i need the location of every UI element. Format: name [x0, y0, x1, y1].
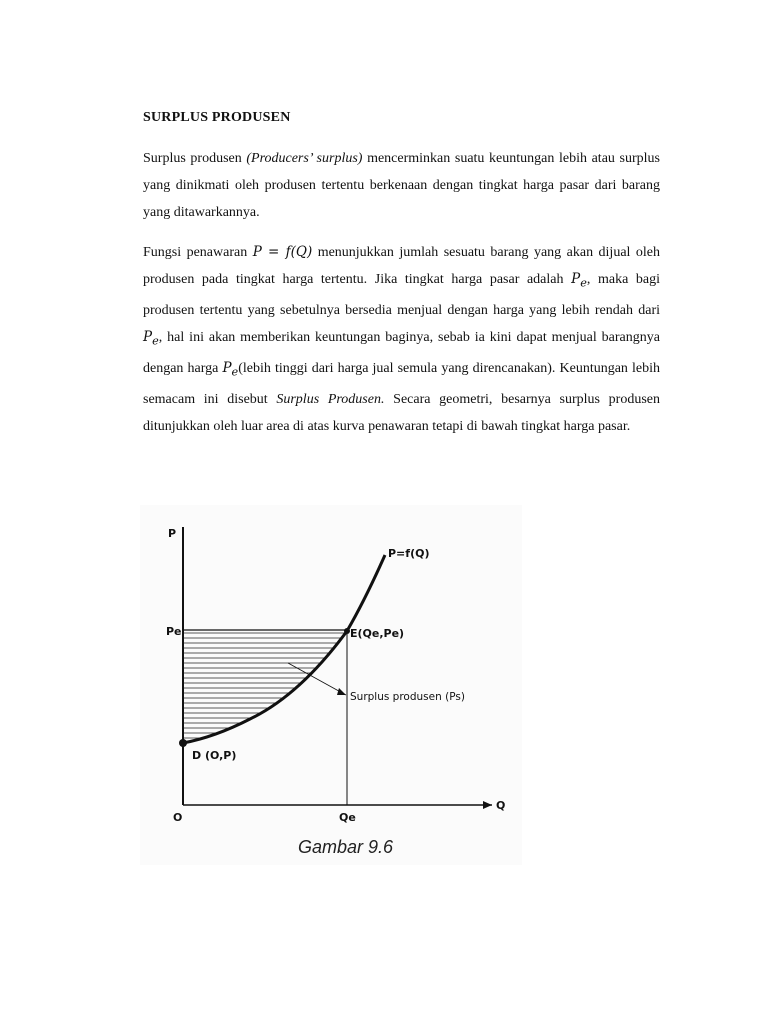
curve-label: P=f(Q) — [388, 547, 430, 560]
surplus-area-label: Surplus produsen (Ps) — [350, 691, 465, 703]
price-symbol-2 — [143, 329, 159, 348]
price-symbol-2-letter: P — [143, 329, 153, 346]
pe-label: Pe — [166, 625, 182, 638]
figure-svg — [140, 505, 522, 865]
price-symbol-3-letter: P — [222, 360, 232, 377]
para2-term: Surplus Produsen. — [276, 392, 385, 408]
para1-term: (Producers’ surplus) — [246, 151, 363, 166]
price-symbol-2-sub: e — [152, 334, 159, 348]
price-symbol-1-sub: e — [580, 276, 587, 290]
para1-text-c: mencerminkan suatu keuntungan lebih atau surplus yang dinikmati oleh produsen tertentu berkenaan dengan tingkat harga pasar dari barang yang ditawarkannya. — [143, 151, 660, 221]
figure-background — [140, 505, 522, 865]
para2-text-2: menunjukkan jumlah sesuatu barang yang akan dijual oleh produsen pada tingkat harga tertentu. Jika tingkat harga pasar adalah — [143, 245, 660, 288]
para1-text-a: Surplus produsen — [143, 151, 247, 166]
point-e-label: E(Qe,Pe) — [350, 627, 405, 640]
origin-label: O — [173, 811, 183, 824]
para2-text-1: Fungsi penawaran — [143, 245, 253, 260]
supply-function-formula: P = f(Q) — [252, 244, 313, 260]
price-symbol-1 — [571, 271, 587, 290]
price-symbol-3 — [222, 360, 239, 379]
point-d-label: D (O,P) — [192, 749, 237, 762]
para2-text-7: Secara geometri, besarnya surplus produsen ditunjukkan oleh luar area di atas kurva penawaran tetapi di bawah tingkat harga pasar. — [143, 392, 660, 435]
section-heading: SURPLUS PRODUSEN — [143, 110, 291, 125]
para2-text-4: , hal ini akan memberikan keuntungan baginya, sebab ia kini dapat menjual barangnya dengan harga — [143, 330, 660, 377]
producer-surplus-figure — [140, 505, 522, 865]
price-symbol-3-sub: e — [231, 365, 239, 379]
y-axis-label: P — [168, 527, 177, 540]
x-axis-label: Q — [496, 799, 506, 812]
qe-label: Qe — [339, 811, 356, 824]
figure-caption: Gambar 9.6 — [298, 837, 394, 857]
paragraph-definition — [143, 145, 660, 227]
point-d — [179, 739, 187, 747]
para2-text-5: (lebih tinggi dari harga jual semula yang direncanakan). Keuntungan lebih semacam ini disebut — [143, 361, 661, 408]
para2-text-3: , maka bagi produsen tertentu yang sebetulnya bersedia menjual dengan harga yang lebih rendah dari — [143, 272, 661, 319]
price-symbol-1-letter: P — [571, 271, 581, 288]
paragraph-explanation — [143, 239, 660, 440]
